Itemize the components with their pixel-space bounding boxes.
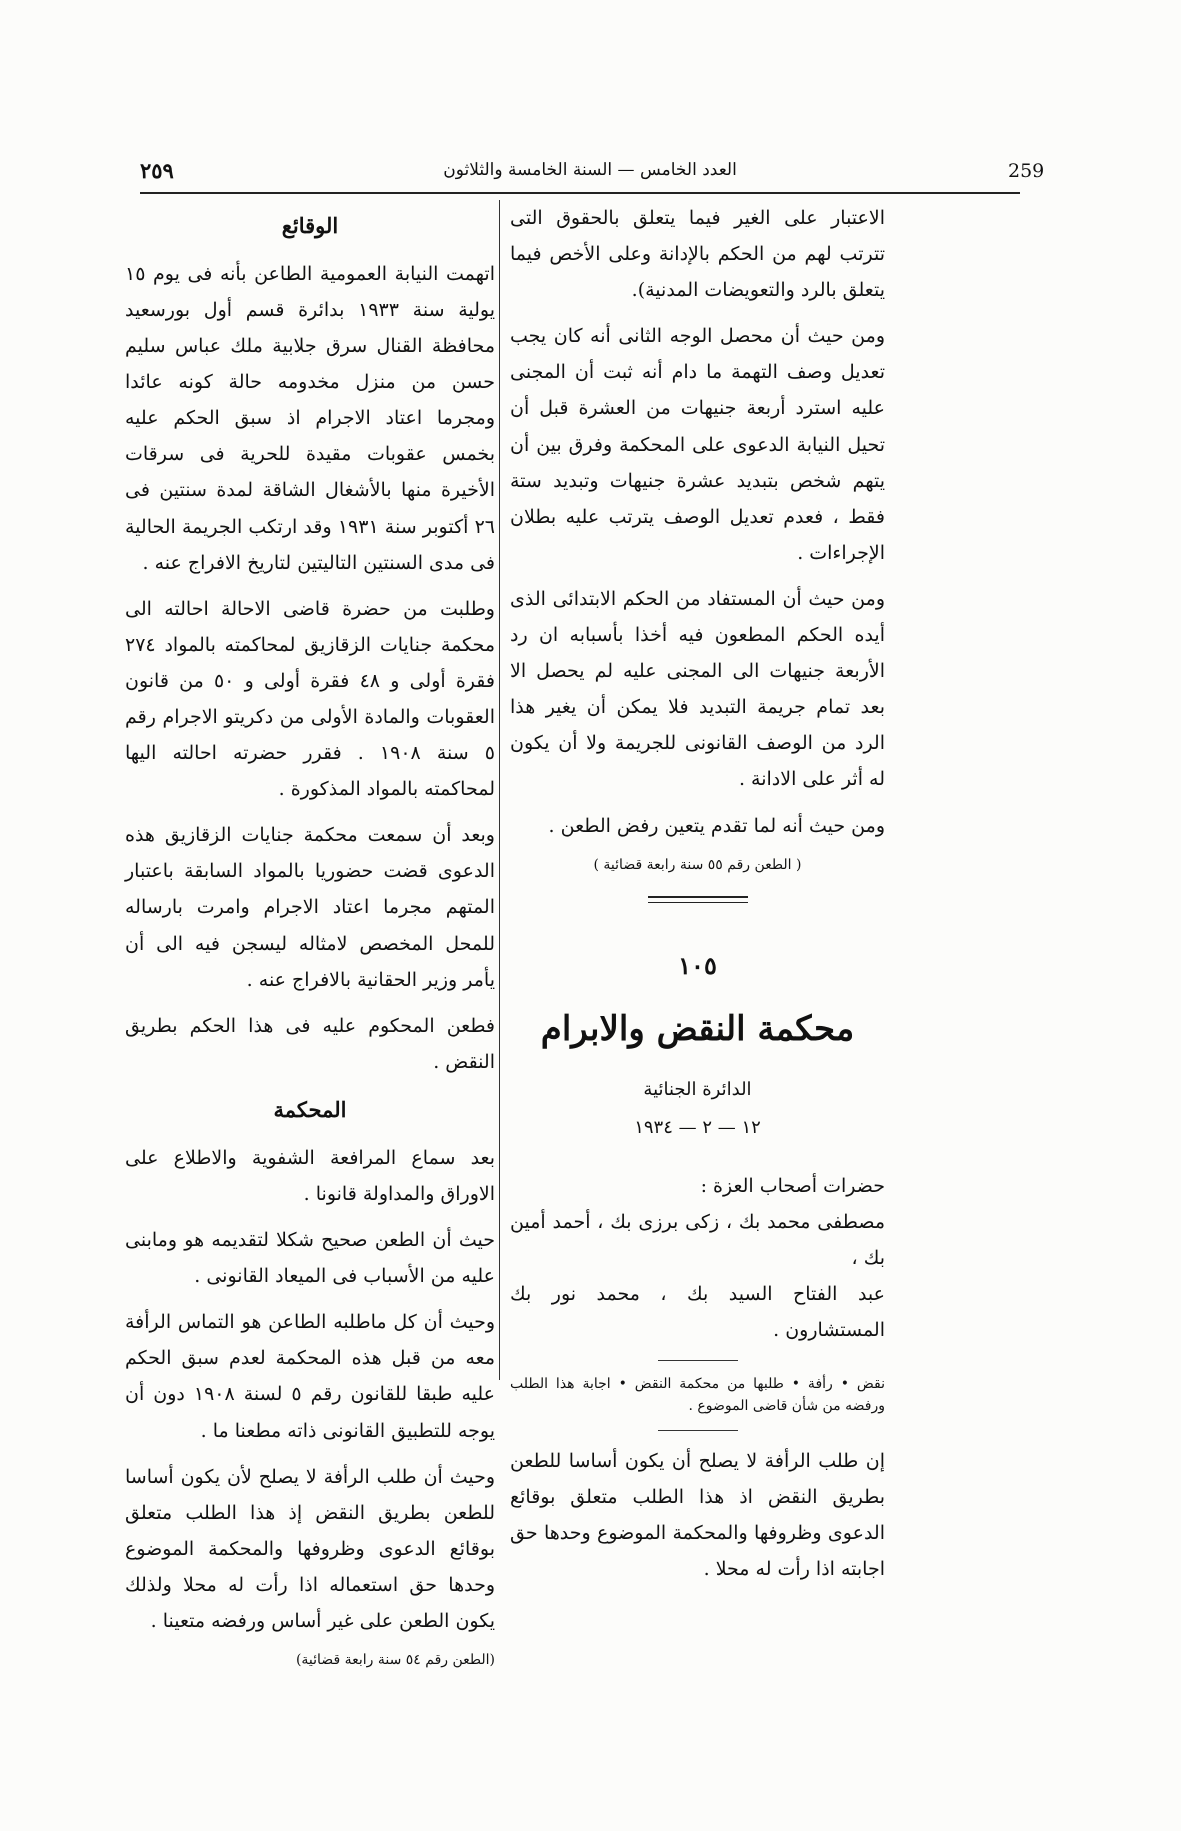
left-column xyxy=(125,200,495,1681)
page-header xyxy=(140,152,1045,194)
summary-note: نقض • رأفة • طلبها من محكمة النقض • اجابة هذا الطلب ورفضه من شأن قاضى الموضوع . xyxy=(510,1376,885,1415)
decision-date: ١٢ — ٢ — ١٩٣٤ xyxy=(634,1117,761,1139)
paragraph: وطلبت من حضرة قاضى الاحالة احالته الى محكمة جنايات الزقازيق لمحاكمته بالمواد ٢٧٤ فقرة أولى و ٤٨ فقرة أولى و ٥٠ من قانون العقوبات والمادة الأولى من دكريتو الاجرام رقم ٥ سنة ١٩٠٨ . فقرر حضرته احالته اليها لمحاكمته بالمواد المذكورة . xyxy=(125,597,495,801)
facts-heading: الوقائع xyxy=(281,213,339,238)
paragraph: حيث أن الطعن صحيح شكلا لتقديمه هو ومابنى عليه من الأسباب فى الميعاد القانونى . xyxy=(125,1229,495,1288)
court-heading: المحكمة xyxy=(273,1096,347,1122)
divider xyxy=(658,1360,738,1361)
paragraph: الاعتبار على الغير فيما يتعلق بالحقوق التى تترتب لهم من الحكم بالإدانة وعلى الأخص فيما يتعلق بالرد والتعويضات المدنية). xyxy=(510,207,885,302)
paragraph: ومن حيث أنه لما تقدم يتعين رفض الطعن . xyxy=(548,814,885,837)
paragraph: وحيث أن كل ماطلبه الطاعن هو التماس الرأفة معه من قبل هذه المحكمة لعدم سبق الحكم عليه طبقا للقانون رقم ٥ لسنة ١٩٠٨ دون أن يوجه للتطبيق القانونى ذاته مطعنا ما . xyxy=(125,1311,495,1442)
attendees-line: عبد الفتاح السيد بك ، محمد نور بك المستشارون . xyxy=(510,1282,885,1341)
divider xyxy=(648,896,748,898)
paragraph: وحيث أن طلب الرأفة لا يصلح لأن يكون أساسا للطعن بطريق النقض إذ هذا الطلب متعلق بوقائع الدعوى وظروفها والمحكمة الموضوع وحدها حق استعماله اذا رأت له محلا ولذلك يكون الطعن على غير أساس ورفضه متعينا . xyxy=(125,1465,495,1632)
circuit-name: الدائرة الجنائية xyxy=(643,1079,752,1101)
attendees-line: مصطفى محمد بك ، زكى برزى بك ، أحمد أمين بك ، xyxy=(510,1210,885,1269)
page-number-latin: 259 xyxy=(1008,160,1045,182)
court-name: محكمة النقض والابرام xyxy=(540,1008,855,1049)
divider xyxy=(658,1430,738,1431)
paragraph: اتهمت النيابة العمومية الطاعن بأنه فى يوم ١٥ يولية سنة ١٩٣٣ بدائرة قسم أول بورسعيد محافظة القنال سرق جلابية ملك عباس سليم حسن من منزل مخدومه حالة كونه عائدا ومجرما اعتاد الاجرام اذ سبق الحكم عليه بخمس عقوبات مقيدة للحرية فى سرقات الأخيرة منها بالأشغال الشاقة لمدة سنتين فى ٢٦ أكتوبر سنة ١٩٣١ وقد ارتكب الجريمة الحالية فى مدى السنتين التاليتين لتاريخ الافراج عنه . xyxy=(125,262,496,574)
page-number-arabic: ٢٥٩ xyxy=(140,158,174,183)
column-divider xyxy=(499,200,500,1380)
attendees-intro: حضرات أصحاب العزة : xyxy=(700,1174,885,1197)
paragraph: وبعد أن سمعت محكمة جنايات الزقازيق هذه الدعوى قضت حضوريا بالمواد السابقة باعتبار المتهم مجرما اعتاد الاجرام وامرت بارساله للمحل المخصص لامثاله ليسجن فيه الى أن يأمر وزير الحقانية بالافراج عنه . xyxy=(125,824,495,991)
case-reference-note: ( الطعن رقم ٥٥ سنة رابعة قضائية ) xyxy=(593,856,802,873)
case-reference-note: (الطعن رقم ٥٤ سنة رابعة قضائية) xyxy=(295,1652,495,1669)
right-column xyxy=(510,200,885,1597)
divider xyxy=(648,902,748,903)
paragraph: فطعن المحكوم عليه فى هذا الحكم بطريق النقض . xyxy=(125,1014,495,1073)
paragraph: ومن حيث أن المستفاد من الحكم الابتدائى الذى أيده الحكم المطعون فيه أخذا بأسبابه ان رد الأربعة جنيهات الى المجنى عليه لم يحصل الا بعد تمام جريمة التبديد فلا يمكن أن يغير هذا الرد من الوصف القانونى للجريمة ولا أن يكون له أثر على الادانة . xyxy=(510,587,885,791)
running-title: العدد الخامس — السنة الخامسة والثلاثون xyxy=(443,160,737,180)
case-number: ١٠٥ xyxy=(678,950,717,980)
legal-principle: إن طلب الرأفة لا يصلح أن يكون أساسا للطعن بطريق النقض اذ هذا الطلب متعلق بوقائع الدعوى وظروفها والمحكمة الموضوع وحدها حق اجابته اذا رأت له محلا . xyxy=(510,1449,885,1581)
paragraph: ومن حيث أن محصل الوجه الثانى أنه كان يجب تعديل وصف التهمة ما دام أنه ثبت أن المجنى عليه استرد أربعة جنيهات من العشرة قبل أن تحيل النيابة الدعوى على المحكمة وفرق بين أن يتهم شخص بتبديد عشرة جنيهات وتبديد ستة فقط ، فعدم تعديل الوصف يترتب عليه بطلان الإجراءات . xyxy=(510,325,885,564)
paragraph: بعد سماع المرافعة الشفوية والاطلاع على الاوراق والمداولة قانونا . xyxy=(125,1146,495,1205)
